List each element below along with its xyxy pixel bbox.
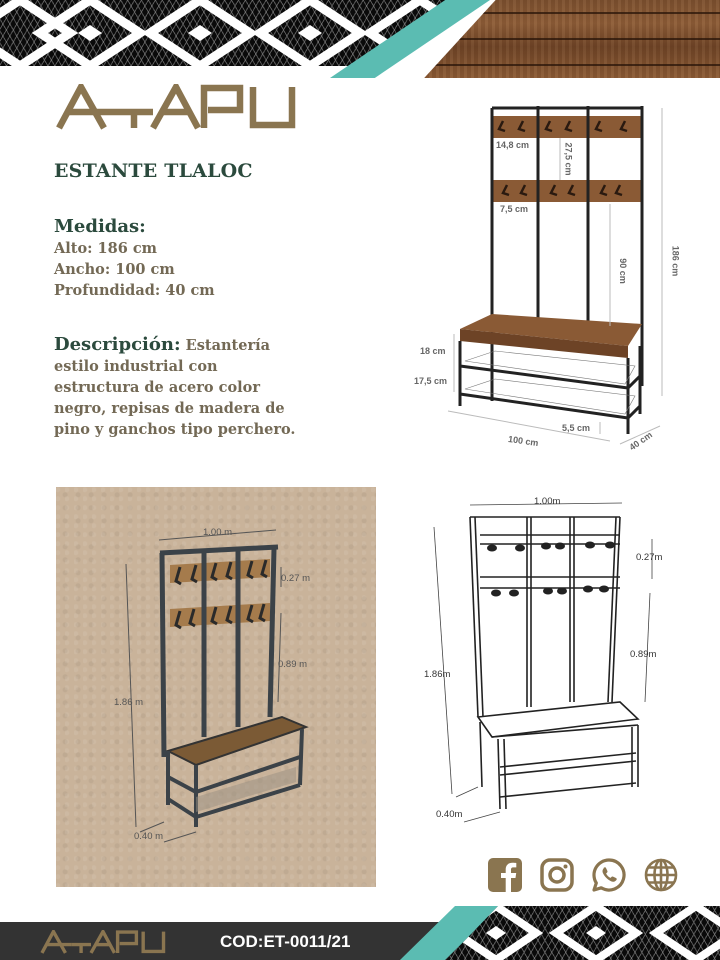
product-sketch-3d (56, 487, 376, 887)
top-banner (0, 0, 720, 78)
description-text: Estantería estilo industrial con estructura de acero color negro, repisas de madera de pino y ganchos tipo perchero. (54, 337, 296, 438)
social-links (487, 857, 679, 893)
sketch-dim-rail-gap: 0.27 m (281, 573, 311, 584)
drawing-dim-width: 1.00m (534, 496, 561, 507)
dim-rail-gap: 27,5 cm (563, 142, 574, 176)
measure-width: Ancho: 100 cm (54, 261, 175, 278)
dim-hook-width: 7,5 cm (500, 204, 529, 214)
globe-icon[interactable] (643, 857, 679, 893)
sketch-dim-depth: 0.40 m (134, 831, 164, 842)
measure-height: Alto: 186 cm (54, 240, 158, 257)
product-title: ESTANTE TLALOC (54, 160, 253, 182)
sketch-dim-height: 1.86 m (114, 697, 144, 708)
whatsapp-icon[interactable] (591, 857, 627, 893)
dim-seat-height: 18 cm (420, 346, 446, 356)
measure-depth: Profundidad: 40 cm (54, 282, 215, 299)
drawing-dim-rail-gap: 0.27m (636, 552, 663, 563)
sketch-dim-width: 1.00 m (203, 527, 233, 538)
measures-heading: Medidas: (54, 216, 146, 237)
facebook-icon[interactable] (487, 857, 523, 893)
dim-shelf-gap: 17,5 cm (414, 376, 448, 386)
drawing-dim-height: 1.86m (424, 669, 451, 680)
dim-width: 100 cm (507, 433, 540, 449)
instagram-icon[interactable] (539, 857, 575, 893)
drawing-dim-bench-to-rail: 0.89m (630, 649, 657, 660)
dim-foot-clearance: 5,5 cm (562, 423, 591, 433)
product-line-drawing (420, 487, 690, 832)
footer-atapu-logo (38, 930, 168, 954)
product-photo-dimensions (410, 96, 680, 466)
description-section (54, 334, 304, 440)
dim-hook-spacing: 14,8 cm (496, 140, 530, 150)
atapu-logo (56, 84, 296, 130)
sketch-dim-bench-to-rail: 0.89 m (278, 659, 308, 670)
dim-total-height: 186 cm (670, 245, 680, 277)
dim-bench-to-rail: 90 cm (617, 258, 628, 284)
measures-section (54, 216, 294, 301)
product-code: COD:ET-0011/21 (220, 932, 351, 951)
drawing-dim-depth: 0.40m (436, 809, 463, 820)
description-heading: Descripción: (54, 334, 181, 355)
dim-depth: 40 cm (627, 429, 655, 453)
